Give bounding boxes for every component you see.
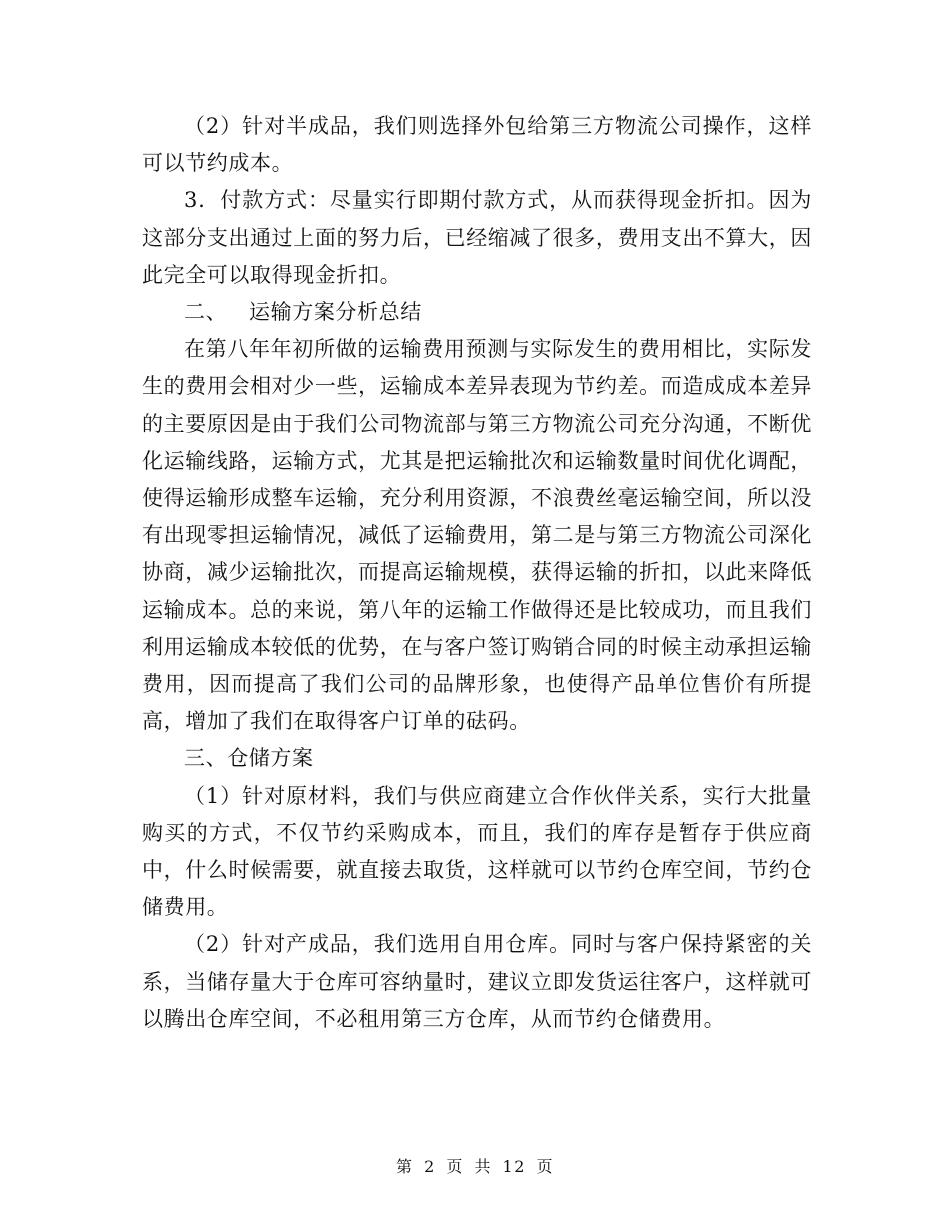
page-number-footer: 第 2 页 共 12 页 bbox=[396, 1157, 554, 1176]
paragraph-raw-materials: （1）针对原材料，我们与供应商建立合作伙伴关系，实行大批量购买的方式，不仅节约采购成本，而且，我们的库存是暂存于供应商中，什么时候需要，就直接去取货，这样就可以节约仓库空间，节约仓储费用。 bbox=[142, 783, 812, 920]
paragraph-finished-goods: （2）针对产成品，我们选用自用仓库。同时与客户保持紧密的关系，当储存量大于仓库可容纳量时，建议立即发货运往客户，这样就可以腾出仓库空间，不必租用第三方仓库，从而节约仓储费用。 bbox=[142, 932, 812, 1031]
paragraph-payment-method: 3．付款方式：尽量实行即期付款方式，从而获得现金折扣。因为这部分支出通过上面的努力后，已经缩减了很多，费用支出不算大，因此完全可以取得现金折扣。 bbox=[142, 188, 812, 287]
paragraph-semi-finished-goods: （2）针对半成品，我们则选择外包给第三方物流公司操作，这样可以节约成本。 bbox=[142, 114, 812, 176]
section-heading-storage-plan: 三、仓储方案 bbox=[184, 746, 314, 771]
document-body bbox=[142, 108, 812, 1038]
paragraph-transport-analysis: 在第八年年初所做的运输费用预测与实际发生的费用相比，实际发生的费用会相对少一些，运输成本差异表现为节约差。而造成成本差异的主要原因是由于我们公司物流部与第三方物流公司充分沟通，不断优化运输线路，运输方式，尤其是把运输批次和运输数量时间优化调配，使得运输形成整车运输，充分利用资源，不浪费丝毫运输空间，所以没有出现零担运输情况，减低了运输费用，第二是与第三方物流公司深化协商，减少运输批次，而提高运输规模，获得运输的折扣，以此来降低运输成本。总的来说，第八年的运输工作做得还是比较成功，而且我们利用运输成本较低的优势，在与客户签订购销合同的时候主动承担运输费用，因而提高了我们公司的品牌形象，也使得产品单位售价有所提高，增加了我们在取得客户订单的砝码。 bbox=[142, 337, 812, 734]
section-heading-transport-summary: 二、 运输方案分析总结 bbox=[184, 300, 422, 325]
